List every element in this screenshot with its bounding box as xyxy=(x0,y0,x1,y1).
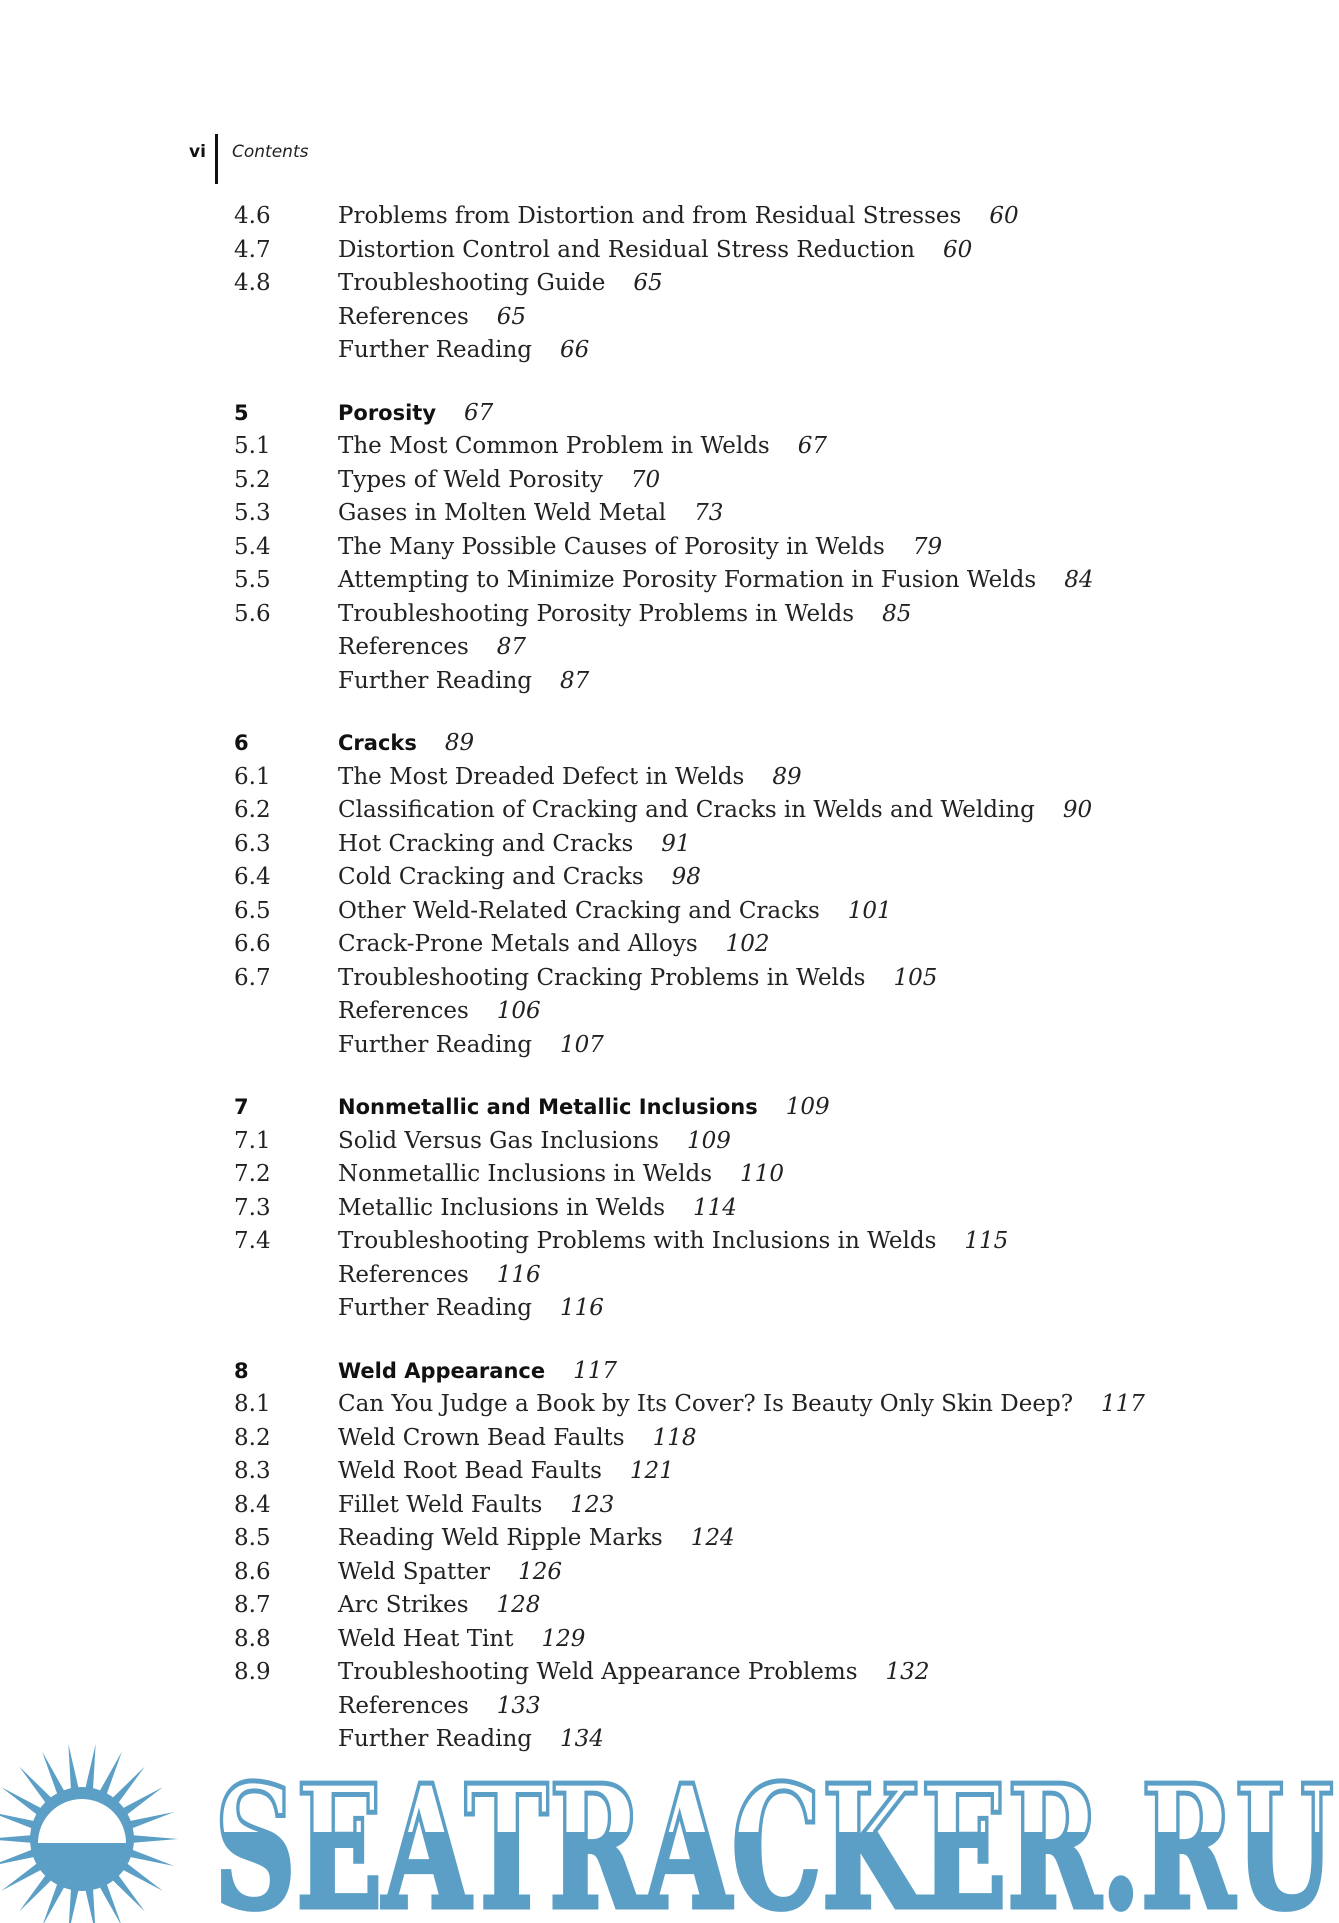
entry-title-text: Porosity xyxy=(338,400,437,425)
section-number: 6.3 xyxy=(234,830,271,857)
section-title xyxy=(338,631,526,665)
toc-entry[interactable] xyxy=(234,531,1234,565)
chapter-title xyxy=(338,727,474,761)
page-number: 105 xyxy=(893,964,938,991)
section-title xyxy=(338,1623,585,1657)
page-folio: vi xyxy=(189,142,206,162)
page-number: 60 xyxy=(989,203,1019,229)
section-title xyxy=(338,1589,540,1623)
section-number: 8.3 xyxy=(234,1458,271,1484)
entry-title-text: Distortion Control and Residual Stress Reduction xyxy=(338,236,915,263)
toc-entry[interactable] xyxy=(234,995,1234,1029)
section-title xyxy=(338,1455,674,1489)
toc-chapter xyxy=(234,1091,1234,1326)
entry-title-text: Further Reading xyxy=(338,337,532,363)
section-number: 5.3 xyxy=(234,500,271,526)
chapter-number: 6 xyxy=(234,731,249,755)
entry-title-text: The Many Possible Causes of Porosity in Welds xyxy=(338,533,885,560)
section-title xyxy=(338,301,526,335)
page-number: 101 xyxy=(847,897,892,924)
entry-title-text: Weld Appearance xyxy=(338,1358,546,1383)
section-title xyxy=(338,1029,604,1063)
toc-entry[interactable] xyxy=(234,1589,1234,1623)
section-title xyxy=(338,928,770,962)
section-title xyxy=(338,962,937,996)
toc-entry[interactable] xyxy=(234,1259,1234,1293)
entry-title-text: Weld Heat Tint xyxy=(338,1625,514,1652)
section-title xyxy=(338,334,589,368)
section-number: 6.6 xyxy=(234,931,271,957)
page-number: 114 xyxy=(693,1194,737,1221)
toc-entry[interactable] xyxy=(234,1489,1234,1523)
page-number: 67 xyxy=(797,433,828,459)
page-number: 133 xyxy=(496,1692,541,1719)
entry-title-text: Arc Strikes xyxy=(338,1592,469,1618)
entry-title-text: The Most Common Problem in Welds xyxy=(338,433,770,459)
entry-title-text: Reading Weld Ripple Marks xyxy=(338,1525,663,1551)
section-title xyxy=(338,234,972,268)
toc-entry[interactable] xyxy=(234,334,1234,368)
entry-title-text: Further Reading xyxy=(338,1031,532,1058)
section-title xyxy=(338,1690,541,1724)
entry-title-text: References xyxy=(338,1692,469,1719)
section-number: 8.8 xyxy=(234,1625,271,1652)
running-title: Contents xyxy=(232,142,309,162)
section-number: 5.1 xyxy=(234,433,271,459)
entry-title-text: Types of Weld Porosity xyxy=(338,466,603,493)
chapter-heading[interactable] xyxy=(234,1091,1234,1125)
section-title xyxy=(338,1422,697,1456)
toc-entry[interactable] xyxy=(234,828,1234,862)
section-title xyxy=(338,1489,614,1523)
page-number: 121 xyxy=(629,1458,674,1484)
entry-title-text: References xyxy=(338,1261,469,1288)
entry-title-text: Can You Judge a Book by Its Cover? Is Beauty Only Skin Deep? xyxy=(338,1391,1074,1417)
toc-entry[interactable] xyxy=(234,1292,1234,1326)
toc-entry[interactable] xyxy=(234,301,1234,335)
entry-title-text: References xyxy=(338,998,469,1024)
section-number: 6.1 xyxy=(234,763,271,790)
toc-entry[interactable] xyxy=(234,497,1234,531)
page-number: 109 xyxy=(686,1127,731,1154)
toc-entry[interactable] xyxy=(234,1623,1234,1657)
toc-entry[interactable] xyxy=(234,1656,1234,1690)
section-title xyxy=(338,598,911,632)
toc-chapter xyxy=(234,727,1234,1062)
toc-entry[interactable] xyxy=(234,234,1234,268)
toc-entry[interactable] xyxy=(234,861,1234,895)
chapter-title xyxy=(338,397,493,431)
toc-entry[interactable] xyxy=(234,1225,1234,1259)
toc-chapter xyxy=(234,200,1234,368)
section-number: 6.5 xyxy=(234,897,271,924)
toc-entry[interactable] xyxy=(234,1556,1234,1590)
entry-title-text: Gases in Molten Weld Metal xyxy=(338,500,667,526)
section-title xyxy=(338,1259,541,1293)
page-number: 106 xyxy=(496,998,541,1024)
chapter-heading[interactable] xyxy=(234,1355,1234,1389)
toc-entry[interactable] xyxy=(234,761,1234,795)
chapter-number: 5 xyxy=(234,400,249,425)
header-rule xyxy=(215,134,218,184)
toc-chapter xyxy=(234,397,1234,699)
section-title xyxy=(338,1292,604,1326)
page-number: 89 xyxy=(772,763,802,790)
sun-icon xyxy=(0,1744,178,1923)
page-number: 107 xyxy=(560,1031,604,1058)
section-title xyxy=(338,564,1093,598)
section-title xyxy=(338,1192,737,1226)
entry-title-text: Problems from Distortion and from Residual Stresses xyxy=(338,203,962,229)
toc-entry[interactable] xyxy=(234,1455,1234,1489)
entry-title-text: Troubleshooting Cracking Problems in Welds xyxy=(338,964,866,991)
page-number: 123 xyxy=(570,1491,615,1518)
toc-entry[interactable] xyxy=(234,794,1234,828)
entry-title-text: Further Reading xyxy=(338,1726,532,1752)
toc-chapter xyxy=(234,1355,1234,1757)
section-title xyxy=(338,1388,1145,1422)
toc-entry[interactable] xyxy=(234,200,1234,234)
section-title xyxy=(338,430,827,464)
section-title xyxy=(338,1656,929,1690)
page-number: 84 xyxy=(1064,567,1094,593)
page-number: 85 xyxy=(882,600,912,627)
toc-entry[interactable] xyxy=(234,1422,1234,1456)
entry-title-text: Weld Spatter xyxy=(338,1558,491,1585)
toc-entry[interactable] xyxy=(234,464,1234,498)
section-number: 5.6 xyxy=(234,600,271,627)
toc-entry[interactable] xyxy=(234,1690,1234,1724)
toc-entry[interactable] xyxy=(234,1522,1234,1556)
section-number: 5.5 xyxy=(234,567,271,593)
toc-entry[interactable] xyxy=(234,1158,1234,1192)
section-title xyxy=(338,1158,784,1192)
entry-title-text: Crack-Prone Metals and Alloys xyxy=(338,931,698,957)
page-number: 128 xyxy=(496,1592,541,1618)
section-number: 6.7 xyxy=(234,964,271,991)
chapter-heading[interactable] xyxy=(234,397,1234,431)
entry-title-text: References xyxy=(338,634,469,660)
section-title xyxy=(338,1225,1008,1259)
page-number: 117 xyxy=(573,1357,618,1384)
toc-entry[interactable] xyxy=(234,1388,1234,1422)
entry-title-text: The Most Dreaded Defect in Welds xyxy=(338,763,745,790)
page-number: 109 xyxy=(785,1094,830,1120)
toc-entry[interactable] xyxy=(234,267,1234,301)
entry-title-text: Further Reading xyxy=(338,667,532,694)
page-number: 89 xyxy=(444,730,475,756)
toc-entry[interactable] xyxy=(234,598,1234,632)
entry-title-text: Weld Crown Bead Faults xyxy=(338,1424,625,1451)
page-number: 90 xyxy=(1062,797,1093,823)
page-number: 70 xyxy=(630,466,661,493)
watermark xyxy=(0,1735,1339,1923)
page-number: 67 xyxy=(464,399,494,426)
watermark-text: SEATRACKER.RU xyxy=(214,1748,1334,1923)
page-number: 132 xyxy=(885,1659,930,1685)
section-number: 4.8 xyxy=(234,270,271,296)
table-of-contents xyxy=(234,200,1234,1786)
section-number: 4.7 xyxy=(234,236,271,263)
section-number: 8.6 xyxy=(234,1558,271,1585)
page-number: 116 xyxy=(496,1261,541,1288)
entry-title-text: Nonmetallic and Metallic Inclusions xyxy=(338,1095,758,1119)
section-title xyxy=(338,1556,562,1590)
entry-title-text: Troubleshooting Weld Appearance Problems xyxy=(338,1659,858,1685)
entry-title-text: Cold Cracking and Cracks xyxy=(338,864,644,890)
page-number: 91 xyxy=(661,830,691,857)
section-title xyxy=(338,531,942,565)
toc-entry[interactable] xyxy=(234,1192,1234,1226)
page-number: 79 xyxy=(912,533,943,560)
toc-entry[interactable] xyxy=(234,1029,1234,1063)
chapter-title xyxy=(338,1355,617,1389)
entry-title-text: Metallic Inclusions in Welds xyxy=(338,1194,665,1221)
section-number: 6.4 xyxy=(234,864,271,890)
toc-entry[interactable] xyxy=(234,631,1234,665)
entry-title-text: Nonmetallic Inclusions in Welds xyxy=(338,1161,713,1187)
chapter-number: 7 xyxy=(234,1095,249,1119)
section-title xyxy=(338,665,589,699)
section-number: 5.4 xyxy=(234,533,271,560)
page-number: 102 xyxy=(725,931,770,957)
entry-title-text: Further Reading xyxy=(338,1295,532,1321)
entry-title-text: Solid Versus Gas Inclusions xyxy=(338,1127,659,1154)
section-number: 7.4 xyxy=(234,1228,271,1254)
section-title xyxy=(338,861,701,895)
entry-title-text: Cracks xyxy=(338,731,417,755)
toc-entry[interactable] xyxy=(234,564,1234,598)
section-number: 7.1 xyxy=(234,1127,271,1154)
section-number: 7.2 xyxy=(234,1161,271,1187)
entry-title-text: Classification of Cracking and Cracks in Welds and Welding xyxy=(338,797,1035,823)
section-number: 7.3 xyxy=(234,1194,271,1221)
page-number: 129 xyxy=(541,1625,586,1652)
section-number: 8.9 xyxy=(234,1659,271,1685)
toc-entry[interactable] xyxy=(234,962,1234,996)
section-title xyxy=(338,794,1092,828)
page-header xyxy=(189,134,589,184)
section-title xyxy=(338,267,663,301)
toc-entry[interactable] xyxy=(234,895,1234,929)
page-number: 66 xyxy=(560,337,590,363)
section-title xyxy=(338,464,660,498)
section-title xyxy=(338,497,723,531)
section-number: 4.6 xyxy=(234,203,271,229)
page-number: 134 xyxy=(560,1726,604,1752)
section-number: 8.4 xyxy=(234,1491,271,1518)
page-number: 118 xyxy=(652,1424,697,1451)
page-number: 60 xyxy=(942,236,973,263)
section-number: 8.1 xyxy=(234,1391,271,1417)
page-number: 110 xyxy=(740,1161,784,1187)
entry-title-text: Troubleshooting Porosity Problems in Welds xyxy=(338,600,855,627)
page-number: 116 xyxy=(560,1295,604,1321)
page-number: 117 xyxy=(1101,1391,1145,1417)
entry-title-text: Fillet Weld Faults xyxy=(338,1491,543,1518)
page-number: 65 xyxy=(496,303,527,330)
toc-entry[interactable] xyxy=(234,928,1234,962)
section-number: 6.2 xyxy=(234,797,271,823)
page-number: 73 xyxy=(694,500,724,526)
chapter-title xyxy=(338,1091,830,1125)
section-title xyxy=(338,995,541,1029)
entry-title-text: References xyxy=(338,303,469,330)
section-number: 8.7 xyxy=(234,1592,271,1618)
section-number: 8.2 xyxy=(234,1424,271,1451)
page-number: 115 xyxy=(964,1228,1009,1254)
section-title xyxy=(338,828,691,862)
page-number: 65 xyxy=(633,270,663,296)
chapter-heading[interactable] xyxy=(234,727,1234,761)
page-number: 98 xyxy=(671,864,701,890)
toc-entry[interactable] xyxy=(234,1125,1234,1159)
toc-entry[interactable] xyxy=(234,430,1234,464)
page-number: 124 xyxy=(690,1525,735,1551)
section-title xyxy=(338,200,1019,234)
entry-title-text: Other Weld-Related Cracking and Cracks xyxy=(338,897,820,924)
entry-title-text: Troubleshooting Problems with Inclusions in Welds xyxy=(338,1228,937,1254)
section-title xyxy=(338,1125,731,1159)
section-title xyxy=(338,1522,735,1556)
page-number: 87 xyxy=(560,667,590,694)
toc-entry[interactable] xyxy=(234,665,1234,699)
entry-title-text: Hot Cracking and Cracks xyxy=(338,830,634,857)
entry-title-text: Troubleshooting Guide xyxy=(338,270,606,296)
entry-title-text: Attempting to Minimize Porosity Formation in Fusion Welds xyxy=(338,567,1037,593)
chapter-number: 8 xyxy=(234,1358,249,1383)
section-number: 8.5 xyxy=(234,1525,271,1551)
page-number: 126 xyxy=(518,1558,562,1585)
section-title xyxy=(338,895,892,929)
page-number: 87 xyxy=(496,634,527,660)
section-number: 5.2 xyxy=(234,466,271,493)
entry-title-text: Weld Root Bead Faults xyxy=(338,1458,602,1484)
section-title xyxy=(338,761,802,795)
